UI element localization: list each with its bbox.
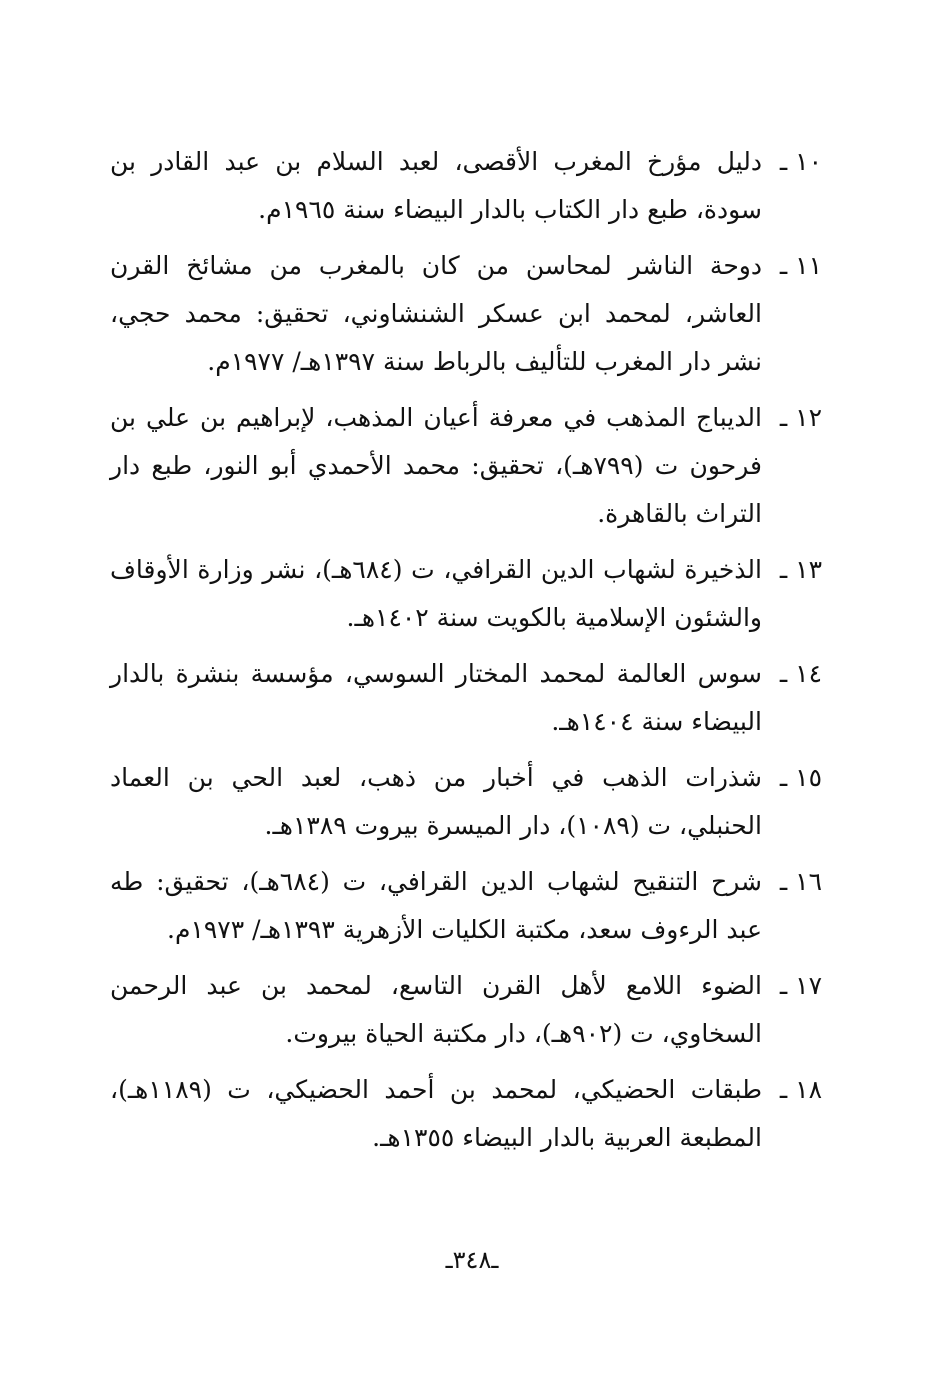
- entry-text: شذرات الذهب في أخبار من ذهب، لعبد الحي بن العماد الحنبلي، ت (١٠٨٩)، دار الميسرة بيروت ١٣٨٩هـ.: [110, 763, 762, 840]
- entry-text: الذخيرة لشهاب الدين القرافي، ت (٦٨٤هـ)، نشر وزارة الأوقاف والشئون الإسلامية بالكويت سنة ١٤٠٢هـ.: [110, 555, 762, 632]
- bibliography-entry: [110, 1066, 822, 1162]
- entry-number: ١٠ ـ: [779, 147, 822, 176]
- entry-number: ١٨ ـ: [779, 1075, 822, 1104]
- bibliography-entry: [110, 754, 822, 850]
- entry-number: ١٦ ـ: [779, 867, 822, 896]
- entry-number: ١٢ ـ: [779, 403, 822, 432]
- entry-number: ١١ ـ: [779, 251, 822, 280]
- entry-text: دليل مؤرخ المغرب الأقصى، لعبد السلام بن عبد القادر بن سودة، طبع دار الكتاب بالدار البيضاء سنة ١٩٦٥م.: [110, 147, 762, 224]
- page-number: ـ٣٤٨ـ: [445, 1246, 499, 1274]
- entry-text: سوس العالمة لمحمد المختار السوسي، مؤسسة بنشرة بالدار البيضاء سنة ١٤٠٤هـ.: [110, 659, 762, 736]
- entry-text: الديباج المذهب في معرفة أعيان المذهب، لإبراهيم بن علي بن فرحون ت (٧٩٩هـ)، تحقيق: محمد الأحمدي أبو النور، طبع دار التراث بالقاهرة.: [110, 403, 762, 528]
- bibliography-entry: [110, 962, 822, 1058]
- bibliography-entry: [110, 242, 822, 386]
- bibliography-entry: [110, 394, 822, 538]
- bibliography-entry: [110, 138, 822, 234]
- bibliography-list: [110, 138, 822, 1170]
- entry-text: الضوء اللامع لأهل القرن التاسع، لمحمد بن عبد الرحمن السخاوي، ت (٩٠٢هـ)، دار مكتبة الحياة بيروت.: [110, 971, 762, 1048]
- entry-number: ١٣ ـ: [779, 555, 822, 584]
- bibliography-entry: [110, 858, 822, 954]
- entry-text: شرح التنقيح لشهاب الدين القرافي، ت (٦٨٤هـ)، تحقيق: طه عبد الرءوف سعد، مكتبة الكليات الأزهرية ١٣٩٣هـ/ ١٩٧٣م.: [110, 867, 762, 944]
- entry-number: ١٧ ـ: [779, 971, 822, 1000]
- entry-text: دوحة الناشر لمحاسن من كان بالمغرب من مشائخ القرن العاشر، لمحمد ابن عسكر الشنشاوني، تحقيق: محمد حجي، نشر دار المغرب للتأليف بالرباط سنة ١٣٩٧هـ/ ١٩٧٧م.: [110, 251, 762, 376]
- entry-text: طبقات الحضيكي، لمحمد بن أحمد الحضيكي، ت (١١٨٩هـ)، المطبعة العربية بالدار البيضاء ١٣٥٥هـ.: [110, 1075, 762, 1152]
- entry-number: ١٤ ـ: [779, 659, 822, 688]
- bibliography-entry: [110, 546, 822, 642]
- entry-number: ١٥ ـ: [779, 763, 822, 792]
- bibliography-entry: [110, 650, 822, 746]
